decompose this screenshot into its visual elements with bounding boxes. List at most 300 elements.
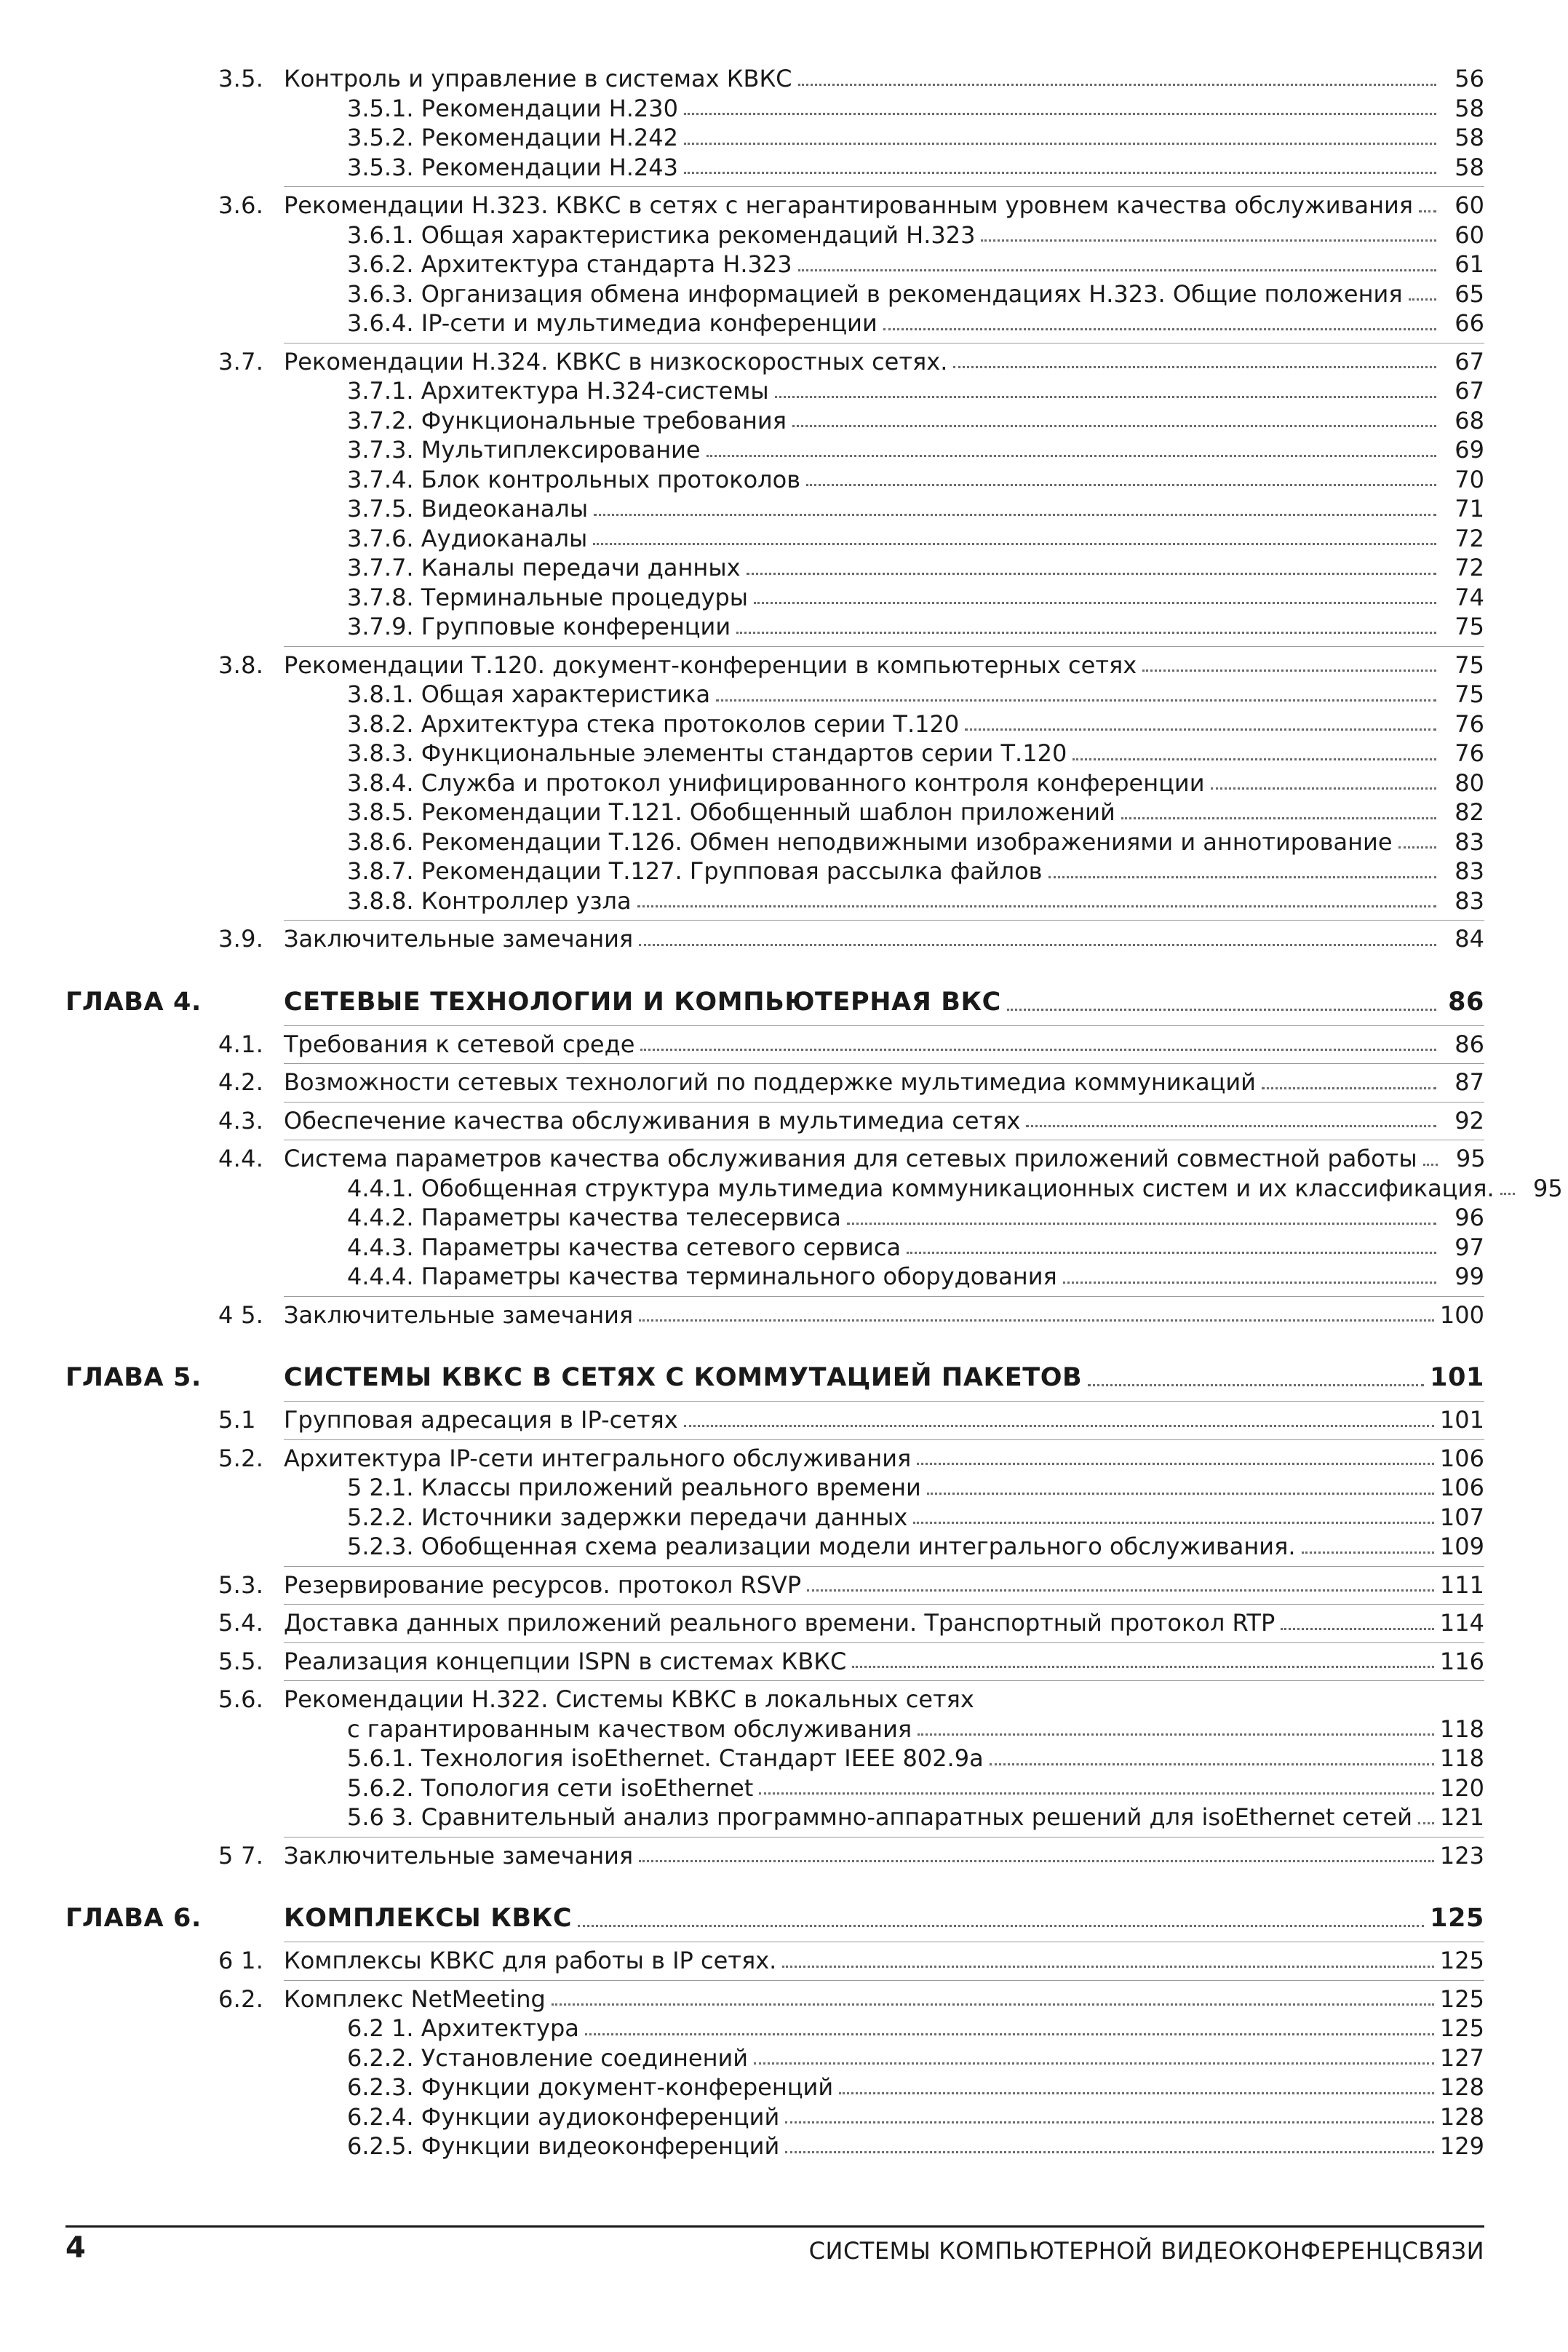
toc-section-row <box>65 924 1484 954</box>
section-number: 4.2. <box>218 1068 264 1096</box>
dot-leader <box>594 514 1436 516</box>
toc-page-number: 96 <box>1454 1204 1484 1231</box>
toc-entry-title: Заключительные замечания <box>284 925 634 953</box>
toc-section-row <box>65 1030 1484 1060</box>
dot-leader <box>684 1425 1434 1427</box>
toc-subsection-row <box>65 494 1484 524</box>
section-separator <box>284 1401 1484 1402</box>
dot-leader <box>1072 758 1436 760</box>
toc-chapter-row <box>65 1899 1484 1937</box>
toc-page-number: 125 <box>1439 2014 1484 2042</box>
toc-entry-line <box>284 2043 1484 2073</box>
toc-page-number: 83 <box>1454 886 1484 915</box>
toc-section-row <box>65 1570 1484 1600</box>
toc-subsection-row <box>65 1203 1484 1233</box>
toc-entry-line <box>284 123 1484 153</box>
toc-page-number: 67 <box>1454 377 1484 405</box>
section-number: 3.5. <box>218 65 264 92</box>
toc-entry-title: 5.2.2. Источники задержки передачи данных <box>347 1503 908 1531</box>
toc-entry-title: Контроль и управление в системах КВКС <box>284 65 792 92</box>
toc-entry-title: 3.8.7. Рекомендации Т.127. Групповая рассылка файлов <box>347 857 1043 885</box>
toc-entry-title: 3.8.8. Контроллер узла <box>347 886 632 915</box>
dot-leader <box>1048 876 1437 878</box>
toc-entry-title: 6.2.3. Функции документ-конференций <box>347 2073 834 2101</box>
running-footer-title: СИСТЕМЫ КОМПЬЮТЕРНОЙ ВИДЕОКОНФЕРЕНЦСВЯЗИ <box>808 2237 1484 2265</box>
toc-entry-title: СИСТЕМЫ КВКС В СЕТЯХ С КОММУТАЦИЕЙ ПАКЕТОВ <box>284 1363 1083 1392</box>
section-number: 4.3. <box>218 1106 264 1135</box>
toc-entry-line <box>284 1359 1484 1396</box>
toc-entry-title: 5.6.2. Топология сети isoEthernet <box>347 1773 754 1802</box>
toc-entry-line <box>284 153 1484 183</box>
dot-leader <box>1409 298 1436 301</box>
toc-entry-line <box>284 1570 1484 1600</box>
toc-page-number: 128 <box>1439 2102 1484 2131</box>
toc-entry-line <box>284 309 1484 338</box>
toc-page-number: 125 <box>1430 1904 1484 1933</box>
section-separator <box>284 1837 1484 1838</box>
toc-page-number: 71 <box>1454 495 1484 523</box>
toc-subsection-row <box>65 2132 1484 2161</box>
dot-leader <box>1419 210 1436 212</box>
toc-entry-line <box>284 1946 1484 1976</box>
toc-entry-title: 3.7.9. Групповые конференции <box>347 613 731 640</box>
toc-page-number: 116 <box>1439 1647 1484 1675</box>
toc-page-number: 58 <box>1454 124 1484 151</box>
toc-entry-line <box>284 1473 1484 1503</box>
toc-entry-title: 3.6.1. Общая характеристика рекомендаций Н.323 <box>347 220 976 249</box>
dot-leader <box>918 1733 1434 1736</box>
toc-subsection-row <box>65 886 1484 916</box>
toc-entry-line <box>284 2132 1484 2161</box>
toc-entry-title: Групповая адресация в IP-сетях <box>284 1406 678 1434</box>
toc-entry-title: 4.4.1. Обобщенная структура мультимедиа коммуникационных систем и их классификация. <box>347 1174 1495 1202</box>
spacer <box>65 1870 1484 1899</box>
toc-subsection-row <box>65 94 1484 124</box>
toc-entry-line <box>284 524 1484 554</box>
toc-page-number: 118 <box>1439 1715 1484 1743</box>
toc-page-number: 68 <box>1454 406 1484 434</box>
dot-leader <box>639 1860 1434 1862</box>
toc-entry-title: 3.8.6. Рекомендации Т.126. Обмен неподвижными изображениями и аннотирование <box>347 827 1393 856</box>
dot-leader <box>684 143 1436 145</box>
toc-entry-line <box>284 1144 1484 1174</box>
section-number: 3.6. <box>218 191 264 219</box>
toc-entry-line <box>284 651 1484 680</box>
toc-entry-line <box>284 406 1484 436</box>
section-separator <box>284 1439 1484 1440</box>
dot-leader <box>806 484 1436 486</box>
toc-entry-title: Рекомендации Н.323. КВКС в сетях с негарантированным уровнем качества обслуживания <box>284 191 1414 219</box>
toc-page-number: 61 <box>1454 250 1484 278</box>
toc-section-row <box>65 191 1484 220</box>
dot-leader <box>747 573 1436 575</box>
toc-entry-line <box>284 435 1484 465</box>
toc-subsection-row <box>65 435 1484 465</box>
toc-entry-line <box>284 710 1484 739</box>
dot-leader <box>1063 1282 1436 1284</box>
toc-continuation-row <box>65 1715 1484 1744</box>
section-separator <box>284 1680 1484 1681</box>
toc-page-number: 100 <box>1439 1300 1484 1329</box>
dot-leader <box>754 2062 1434 2065</box>
toc-subsection-row <box>65 153 1484 183</box>
toc-page-number: 84 <box>1454 925 1484 953</box>
dot-leader <box>684 172 1436 174</box>
toc-section-row <box>65 651 1484 680</box>
section-separator <box>284 1063 1484 1064</box>
toc-subsection-row <box>65 1262 1484 1292</box>
toc-page-number: 107 <box>1439 1503 1484 1531</box>
toc-entry-title: Доставка данных приложений реального времени. Транспортный протокол RTP <box>284 1609 1276 1637</box>
dot-leader <box>578 1925 1424 1927</box>
toc-page-number: 106 <box>1439 1474 1484 1501</box>
toc-page-number: 92 <box>1454 1106 1484 1135</box>
dot-leader <box>1088 1384 1424 1386</box>
toc-page-number: 109 <box>1439 1533 1484 1560</box>
toc-entry-line <box>284 250 1484 279</box>
toc-page-number: 83 <box>1454 827 1484 856</box>
dot-leader <box>640 1049 1436 1051</box>
toc-entry-line <box>284 2073 1484 2102</box>
chapter-label: ГЛАВА 4. <box>65 987 202 1017</box>
toc-entry-title: 4.4.4. Параметры качества терминального оборудования <box>347 1263 1057 1290</box>
toc-page-number: 72 <box>1454 524 1484 552</box>
dot-leader <box>990 1763 1434 1765</box>
toc-page-number: 106 <box>1439 1444 1484 1472</box>
toc-subsection-row <box>65 220 1484 250</box>
toc-entry-line <box>284 465 1484 495</box>
toc-entry-line <box>284 1608 1484 1638</box>
dot-leader <box>759 1792 1434 1795</box>
dot-leader <box>1423 1164 1438 1166</box>
toc-entry-title: 3.7.7. Каналы передачи данных <box>347 554 741 581</box>
toc-entry-title: 3.7.1. Архитектура Н.324-системы <box>347 377 769 405</box>
toc-entry-line <box>284 1773 1484 1803</box>
toc-entry-title: 3.7.6. Аудиоканалы <box>347 524 588 552</box>
toc-section-row <box>65 1405 1484 1435</box>
toc-subsection-row <box>65 1744 1484 1773</box>
dot-leader <box>1500 1193 1515 1195</box>
toc-page-number: 118 <box>1439 1744 1484 1772</box>
section-number: 3.8. <box>218 651 264 679</box>
toc-subsection-row <box>65 309 1484 338</box>
toc-page-number: 101 <box>1439 1406 1484 1434</box>
toc-section-row <box>65 1685 1484 1715</box>
spacer <box>65 1330 1484 1359</box>
toc-subsection-row <box>65 1532 1484 1562</box>
toc-entry-line <box>284 220 1484 250</box>
toc-entry-title: 3.7.3. Мультиплексирование <box>347 436 701 464</box>
toc-entry-title: 3.7.8. Терминальные процедуры <box>347 583 749 611</box>
toc-entry-title: 3.7.5. Видеоканалы <box>347 495 589 523</box>
toc-page-number: 95 <box>1455 1145 1486 1172</box>
toc-entry-title: Резервирование ресурсов. протокол RSVP <box>284 1570 802 1599</box>
toc-entry-title: 3.5.2. Рекомендации Н.242 <box>347 124 678 151</box>
dot-leader <box>736 632 1436 634</box>
toc-subsection-row <box>65 465 1484 495</box>
toc-entry-line <box>284 494 1484 524</box>
section-separator <box>284 1296 1484 1297</box>
toc-entry-line <box>284 1203 1484 1233</box>
toc-entry-line <box>284 583 1484 613</box>
toc-page-number: 74 <box>1454 583 1484 611</box>
toc-subsection-row <box>65 1174 1563 1204</box>
toc-subsection-row <box>65 583 1484 613</box>
toc-subsection-row <box>65 279 1484 309</box>
toc-page-number: 72 <box>1454 554 1484 581</box>
dot-leader <box>1026 1125 1436 1127</box>
toc-entry-line <box>284 553 1484 583</box>
toc-page-number: 58 <box>1454 94 1484 122</box>
toc-page-number: 95 <box>1532 1174 1563 1202</box>
toc-section-row <box>65 347 1484 377</box>
toc-entry-title: Требования к сетевой среде <box>284 1030 635 1058</box>
toc-entry-line <box>284 1106 1484 1136</box>
toc-entry-title: Реализация концепции ISPN в системах КВКС <box>284 1647 847 1675</box>
dot-leader <box>585 2033 1434 2035</box>
toc-entry-line <box>284 1030 1484 1060</box>
toc-subsection-row <box>65 768 1484 798</box>
toc-entry-title: 4.4.3. Параметры качества сетевого сервиса <box>347 1233 902 1261</box>
toc-entry-line <box>284 857 1484 886</box>
toc-page-number: 99 <box>1454 1263 1484 1290</box>
dot-leader <box>953 366 1436 368</box>
toc-entry-title: 5.2.3. Обобщенная схема реализации модели интегрального обслуживания. <box>347 1533 1296 1560</box>
toc-subsection-row <box>65 2014 1484 2043</box>
toc-page-number: 76 <box>1454 739 1484 767</box>
toc-page-number: 56 <box>1454 65 1484 92</box>
toc-entry-title: 5.6 3. Сравнительный анализ программно-аппаратных решений для isoEthernet сетей <box>347 1803 1412 1831</box>
dot-leader <box>1398 846 1436 849</box>
toc-section-row <box>65 1144 1484 1174</box>
toc-page-number: 128 <box>1439 2073 1484 2101</box>
toc-section-row <box>65 1106 1484 1136</box>
toc-entry-title: 3.6.3. Организация обмена информацией в рекомендациях Н.323. Общие положения <box>347 279 1403 308</box>
toc-page-number: 87 <box>1454 1068 1484 1096</box>
toc-entry-line <box>284 1532 1484 1562</box>
toc-entry-line <box>284 1841 1484 1871</box>
toc-page-number: 127 <box>1439 2043 1484 2072</box>
toc-page-number: 97 <box>1454 1233 1484 1261</box>
toc-page-number: 123 <box>1439 1841 1484 1870</box>
toc-entry-line <box>284 1647 1484 1677</box>
toc-entry-title: 3.8.4. Служба и протокол унифицированного контроля конференции <box>347 768 1205 797</box>
toc-page-number: 60 <box>1454 191 1484 219</box>
dot-leader <box>782 1966 1434 1968</box>
dot-leader <box>639 944 1436 946</box>
dot-leader <box>847 1223 1436 1225</box>
toc-subsection-row <box>65 1233 1484 1263</box>
toc-entry-line <box>284 680 1484 710</box>
toc-page-number: 58 <box>1454 153 1484 181</box>
section-separator <box>284 1025 1484 1026</box>
toc-entry-line <box>284 1444 1484 1474</box>
dot-leader <box>754 602 1436 604</box>
toc-page-number: 70 <box>1454 465 1484 493</box>
dot-leader <box>707 455 1436 457</box>
toc-entry-title: с гарантированным качеством обслуживания <box>347 1715 912 1743</box>
toc-entry-line <box>284 983 1484 1021</box>
toc-section-row <box>65 1841 1484 1871</box>
toc-entry-line <box>284 768 1484 798</box>
chapter-label: ГЛАВА 5. <box>65 1363 202 1392</box>
section-number: 6 1. <box>218 1947 264 1974</box>
section-separator <box>284 1604 1484 1605</box>
toc-entry-line <box>284 1068 1484 1097</box>
dot-leader <box>798 269 1436 271</box>
toc-subsection-row <box>65 710 1484 739</box>
toc-entry-title: 5.6.1. Технология isoEthernet. Стандарт IEEE 802.9а <box>347 1744 984 1772</box>
toc-page-number: 83 <box>1454 857 1484 885</box>
toc-subsection-row <box>65 857 1484 886</box>
toc-page-number: 76 <box>1454 710 1484 738</box>
toc-section-row <box>65 1946 1484 1976</box>
dot-leader <box>785 2151 1434 2153</box>
toc-entry-line <box>284 64 1484 94</box>
toc-entry-title: 3.8.3. Функциональные элементы стандартов серии Т.120 <box>347 739 1067 767</box>
toc-page-number: 111 <box>1439 1570 1484 1599</box>
section-number: 5.3. <box>218 1570 264 1599</box>
section-separator <box>284 186 1484 187</box>
toc-chapter-row <box>65 1359 1484 1396</box>
toc-entry-title: КОМПЛЕКСЫ КВКС <box>284 1904 573 1933</box>
toc-page-number: 121 <box>1439 1803 1484 1831</box>
section-number: 6.2. <box>218 1984 264 2013</box>
toc-subsection-row <box>65 1503 1484 1533</box>
toc-entry-line <box>284 827 1484 857</box>
toc-entry-line <box>284 798 1484 827</box>
toc-section-row <box>65 1608 1484 1638</box>
section-number: 4.4. <box>218 1145 264 1172</box>
dot-leader <box>907 1252 1436 1254</box>
toc-entry-title: 3.5.3. Рекомендации Н.243 <box>347 153 678 181</box>
toc-section-row <box>65 1444 1484 1474</box>
section-number: 3.9. <box>218 925 264 953</box>
toc-entry-line <box>284 1503 1484 1533</box>
section-separator <box>284 1980 1484 1981</box>
toc-subsection-row <box>65 376 1484 406</box>
toc-entry-line <box>284 1174 1563 1204</box>
toc-entry-title: Рекомендации Н.324. КВКС в низкоскоростных сетях. <box>284 347 948 376</box>
section-separator <box>284 1566 1484 1567</box>
toc-entry-line <box>284 1405 1484 1435</box>
section-number: 5.6. <box>218 1685 264 1713</box>
toc-subsection-row <box>65 250 1484 279</box>
toc-subsection-row <box>65 1773 1484 1803</box>
toc-entry-title: 3.7.2. Функциональные требования <box>347 406 787 434</box>
toc-entry-title: Рекомендации Н.322. Системы КВКС в локальных сетях <box>284 1685 974 1713</box>
toc-subsection-row <box>65 739 1484 768</box>
toc-subsection-row <box>65 798 1484 827</box>
toc-subsection-row <box>65 406 1484 436</box>
toc-page-number: 65 <box>1454 279 1484 308</box>
section-separator <box>284 646 1484 647</box>
dot-leader <box>1142 670 1436 672</box>
toc-entry-title: Обеспечение качества обслуживания в мультимедиа сетях <box>284 1106 1021 1135</box>
toc-entry-title: Комплексы КВКС для работы в IP сетях. <box>284 1947 777 1974</box>
toc-entry-line <box>284 347 1484 377</box>
toc-entry-line <box>284 1744 1484 1773</box>
toc-page-number: 66 <box>1454 309 1484 337</box>
toc-page-number: 69 <box>1454 436 1484 464</box>
section-separator <box>284 920 1484 921</box>
chapter-label: ГЛАВА 6. <box>65 1904 202 1933</box>
toc-entry-line <box>284 924 1484 954</box>
toc-entry-line <box>284 191 1484 220</box>
toc-entry-line <box>284 1984 1484 2014</box>
dot-leader <box>913 1522 1434 1524</box>
toc-page-number: 114 <box>1439 1609 1484 1637</box>
toc-entry-title: 3.6.2. Архитектура стандарта Н.323 <box>347 250 792 278</box>
toc-section-row <box>65 64 1484 94</box>
toc-entry-title: Система параметров качества обслуживания для сетевых приложений совместной работы <box>284 1145 1417 1172</box>
toc-section-row <box>65 1647 1484 1677</box>
toc-section-row <box>65 1984 1484 2014</box>
dot-leader <box>1281 1628 1434 1630</box>
toc-entry-line <box>284 1899 1484 1937</box>
dot-leader <box>593 543 1436 545</box>
toc-subsection-row <box>65 2102 1484 2132</box>
footer-rule <box>65 2225 1484 2228</box>
toc-entry-line <box>284 94 1484 124</box>
toc-entry-line <box>284 1233 1484 1263</box>
toc-entry-title: 5 2.1. Классы приложений реального времени <box>347 1474 921 1501</box>
toc-entry-title: Возможности сетевых технологий по поддержке мультимедиа коммуникаций <box>284 1068 1256 1096</box>
toc-chapter-row <box>65 983 1484 1021</box>
toc-page-number: 67 <box>1454 347 1484 376</box>
section-number: 3.7. <box>218 347 264 376</box>
toc-entry-title: 3.6.4. IP-сети и мультимедиа конференции <box>347 309 877 337</box>
dot-leader <box>1302 1552 1434 1554</box>
page-number: 4 <box>65 2231 86 2265</box>
dot-leader <box>639 1319 1434 1322</box>
dot-leader <box>927 1493 1434 1495</box>
section-number: 4 5. <box>218 1300 264 1329</box>
toc-entry-line <box>284 279 1484 309</box>
dot-leader <box>798 84 1437 86</box>
toc-entry-line <box>284 2102 1484 2132</box>
toc-subsection-row <box>65 2073 1484 2102</box>
toc-entry-title: 6.2 1. Архитектура <box>347 2014 579 2042</box>
toc-page-number: 101 <box>1430 1363 1484 1392</box>
section-number: 5 7. <box>218 1841 264 1870</box>
dot-leader <box>552 2003 1434 2006</box>
section-number: 4.1. <box>218 1030 264 1058</box>
table-of-contents <box>65 64 1563 2161</box>
toc-subsection-row <box>65 612 1484 642</box>
toc-page-number: 129 <box>1439 2132 1484 2160</box>
toc-entry-title: Заключительные замечания <box>284 1841 634 1870</box>
spacer <box>65 954 1484 983</box>
toc-page-number: 82 <box>1454 798 1484 826</box>
toc-entry-title: 3.8.2. Архитектура стека протоколов серии Т.120 <box>347 710 960 738</box>
dot-leader <box>839 2092 1434 2094</box>
toc-entry-line <box>284 1262 1484 1292</box>
dot-leader <box>1121 817 1436 819</box>
toc-entry-title: Комплекс NetMeeting <box>284 1984 546 2013</box>
toc-subsection-row <box>65 1473 1484 1503</box>
toc-page-number: 120 <box>1439 1773 1484 1802</box>
dot-leader <box>883 328 1436 330</box>
toc-subsection-row <box>65 1803 1484 1832</box>
toc-entry-line <box>284 612 1484 642</box>
dot-leader <box>1262 1087 1436 1089</box>
toc-entry-title: Заключительные замечания <box>284 1300 634 1329</box>
toc-page-number: 125 <box>1439 1984 1484 2013</box>
dot-leader <box>965 728 1436 731</box>
toc-entry-title: 6.2.4. Функции аудиоконференций <box>347 2102 780 2131</box>
dot-leader <box>637 905 1436 907</box>
